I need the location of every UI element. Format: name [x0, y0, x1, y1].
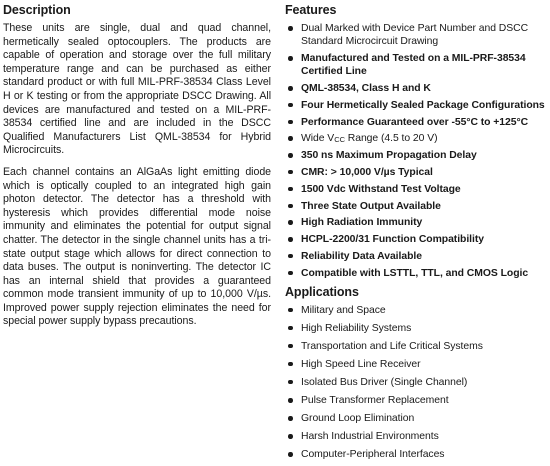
bullet-icon: [288, 308, 293, 313]
bullet-icon: [288, 271, 293, 276]
vcc-subscript: CC: [334, 135, 345, 145]
feature-item: 1500 Vdc Withstand Test Voltage: [285, 183, 547, 196]
feature-item: Three State Output Available: [285, 200, 547, 213]
feature-item: Four Hermetically Sealed Package Configurations: [285, 99, 547, 112]
application-item: Ground Loop Elimination: [285, 412, 547, 425]
feature-item: CMR: > 10,000 V/µs Typical: [285, 166, 547, 179]
features-list: [285, 22, 547, 280]
bullet-icon: [288, 326, 293, 331]
bullet-icon: [288, 153, 293, 158]
bullet-icon: [288, 344, 293, 349]
applications-list: [285, 304, 547, 462]
bullet-icon: [288, 362, 293, 367]
feature-item: HCPL-2200/31 Function Compatibility: [285, 233, 547, 246]
application-item: Pulse Transformer Replacement: [285, 394, 547, 407]
bullet-icon: [288, 220, 293, 225]
application-item: High Reliability Systems: [285, 322, 547, 335]
bullet-icon: [288, 254, 293, 259]
bullet-icon: [288, 398, 293, 403]
bullet-icon: [288, 86, 293, 91]
application-item: High Speed Line Receiver: [285, 358, 547, 371]
feature-item: Wide $V_{CC}$ Range (4.5 to 20 V): [285, 132, 547, 145]
application-item: Harsh Industrial Environments: [285, 430, 547, 443]
feature-item: Reliability Data Available: [285, 250, 547, 263]
feature-item: Dual Marked with Device Part Number and DSCC Standard Microcircuit Drawing: [285, 22, 547, 48]
right-column: [285, 2, 547, 466]
application-item: Transportation and Life Critical Systems: [285, 340, 547, 353]
description-paragraph-1: These units are single, dual and quad channel, hermetically sealed optocouplers. The products are capable of operation and storage over the full military temperature range and can be purchased as either standard product or with full MIL-PRF-38534 Class Level H or K testing or from the appropriate DSCC Drawing. All devices are manufactured and tested on a MIL-PRF-38534 certified line and are included in the DSCC Qualified Manufacturers List QML-38534 for Hybrid Microcircuits.: [3, 22, 271, 157]
feature-item: High Radiation Immunity: [285, 216, 547, 229]
application-item: Computer-Peripheral Interfaces: [285, 448, 547, 461]
bullet-icon: [288, 170, 293, 175]
bullet-icon: [288, 120, 293, 125]
description-heading: Description: [3, 3, 71, 17]
bullet-icon: [288, 187, 293, 192]
bullet-icon: [288, 380, 293, 385]
feature-item: Manufactured and Tested on a MIL-PRF-38534 Certified Line: [285, 52, 547, 78]
bullet-icon: [288, 136, 293, 141]
applications-heading: Applications: [285, 284, 359, 299]
bullet-icon: [288, 452, 293, 457]
description-section: [3, 2, 271, 337]
bullet-icon: [288, 204, 293, 209]
bullet-icon: [288, 416, 293, 421]
features-heading: Features: [285, 3, 337, 17]
bullet-icon: [288, 237, 293, 242]
feature-item: Compatible with LSTTL, TTL, and CMOS Logic: [285, 267, 547, 280]
bullet-icon: [288, 26, 293, 31]
feature-item: QML-38534, Class H and K: [285, 82, 547, 95]
description-paragraph-2: Each channel contains an AlGaAs light emitting diode which is optically coupled to an integrated high gain photon detector. The detector has a threshold with hysteresis which provides differential mode noise immunity and eliminates the potential for output signal chatter. The detector in the single channel units has a tri-state output stage which allows for direct connection to data buses. The output is noninverting. The detector IC has an internal shield that provides a guaranteed common mode transient immunity of up to 10,000 V/µs. Improved power supply rejection eliminates the need for special power supply bypass precautions.: [3, 165, 271, 328]
feature-item: 350 ns Maximum Propagation Delay: [285, 149, 547, 162]
bullet-icon: [288, 103, 293, 108]
feature-item: Performance Guaranteed over -55°C to +125°C: [285, 116, 547, 129]
application-item: Isolated Bus Driver (Single Channel): [285, 376, 547, 389]
bullet-icon: [288, 56, 293, 61]
application-item: Military and Space: [285, 304, 547, 317]
